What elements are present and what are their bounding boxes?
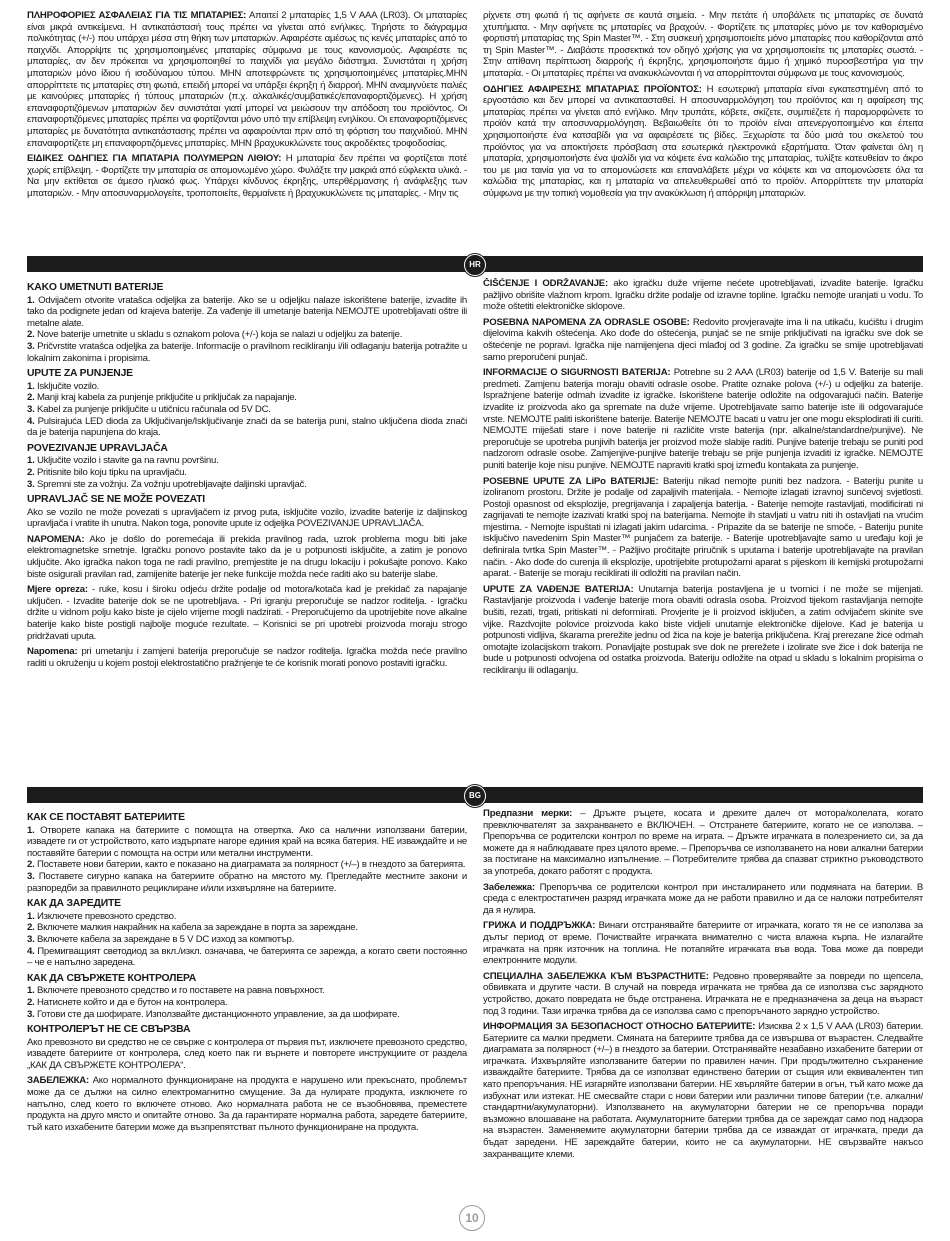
bg-paragraph: ГРИЖА И ПОДДРЪЖКА: Винаги отстранявайте батериите от играчката, когато тя не се използва за дълъг период от време. Почиствайте играчката внимателно с чиста влажна кърпа. Не излагайте играчката на пряк източник на топлина. Не потапяйте играчката във вода. Това може да повреди електронните модули. (483, 920, 923, 967)
hr-step: 4. Pulsirajuća LED dioda za Uključivanje/Isključivanje znači da se baterija puni, stalno uključena dioda znači da je baterija napunjena do kraja. (27, 415, 467, 439)
hr-step: 1. Uključite vozilo i stavite ga na ravnu površinu. (27, 455, 219, 467)
hr-paragraph: POSEBNE UPUTE ZA LiPo BATERIJE: Bateriju nikad nemojte puniti bez nadzora. - Bateriju punite u izoliranom prostoru. Držite je podalje od zapaljivih materijala. - Nemojte izlagati izravnoj sunčevoj svjetlosti. Postoji opasnost od eksplozije, pregrijavanja i zapaljenja baterija. - Baterije nemojte rastavljati, modificirati ni zagrijavati te nemojte izazivati kratki spoj na baterijama. Nemojte ih stavljati u vatru niti ih ostavljati na vrućim mjestima. - Nemojte ispuštati ni izlagati jakim udarcima. - Pripazite da se baterije ne smoče. - Bateriju punite isključivo navedenim Spin Master™ punjačem za baterije. - Baterije upotrebljavajte samo u uređaju koji je definirala tvrtka Spin Master™. - Pažljivo pročitajte priručnik s uputama i baterije upotrebljavajte na pravilan način. - Ako dođe do curenja ili eksplozije, upotrijebite protupožarni aparat s pijeskom ili kemijski protupožarni aparat. - Baterije se moraju reciklirati ili odložiti na pravilan način. (483, 475, 923, 580)
hr-step: 3. Pričvrstite vratašca odjeljka za baterije. Informacije o pravilnom recikliranju i/ili odlaganju baterija potražite u lokalnim zakonima i propisima. (27, 340, 467, 364)
hr-step: 1. Odvijačem otvorite vratašca odjeljka za baterije. Ako se u odjeljku nalaze iskorištene baterije, izvadite ih tako da podignete jedan od krajeva baterije. Za vađenje ili umetanje baterija NEMOJTE upotrebljavati oštre ili metalne alate. (27, 294, 467, 329)
section-croatian (27, 278, 923, 778)
hr-section-divider (27, 256, 923, 272)
hr-heading-charging: UPUTE ZA PUNJENJE (27, 368, 133, 380)
bg-paragraph: Ако превозното ви средство не се свърже с контролера от първия път, изключете превозното средство, извадете батериите от контролера, след което пак ги върнете и повторете инструкциите от раздела „КАК ДА СВЪРЖЕТЕ КОНТРОЛЕРА“. (27, 1036, 467, 1071)
bg-paragraph: СПЕЦИАЛНА ЗАБЕЛЕЖКА КЪМ ВЪЗРАСТНИТЕ: Редовно проверявайте за повреди по щепсела, обвивката и другите части. В случай на повреда играчката не трябва да се използва със зарядното устройство, докато повредата не бъде отстранена. Играчката не е предназначена за деца на възраст под 3 години. Тази играчка трябва да се използва само с препоръчаното зарядно устройство. (483, 970, 923, 1017)
greek-lipo-continued: ρίχνετε στη φωτιά ή τις αφήνετε σε καυτά σημεία. - Μην πετάτε ή υποβάλετε τις μπαταρίες σε δυνατά χτυπήματα. - Μην αφήνετε τις μπαταρίες να βραχούν. - Φορτίζετε τις μπαταρίες μόνο με τον καθορισμένο φορτιστή μπαταρίας της Spin Master™. - Στη συσκευή χρησιμοποιείτε μόνο μπαταρίες που καθορίζονται από τη Spin Master™. - Διαβάστε προσεκτικά τον οδηγό χρήσης για να χρησιμοποιείτε τις μπαταρίες σωστά. - Στην απίθανη περίπτωση διαρροής ή έκρηξης, χρησιμοποιήστε άμμο ή χημικό πυροσβεστήρα για την μπαταρία. - Οι μπαταρίες πρέπει να ανακυκλώνονται ή να απορρίπτονται σύμφωνα με τους κανονισμούς. (483, 10, 923, 79)
hr-step: 3. Kabel za punjenje priključite u utičnicu računala od 5V DC. (27, 403, 271, 415)
hr-heading-insert-batteries: KAKO UMETNUTI BATERIJE (27, 282, 164, 293)
hr-step: 2. Pritisnite bilo koju tipku na upravljaču. (27, 466, 187, 478)
bg-language-badge: BG (464, 785, 486, 807)
hr-heading-pairing: POVEZIVANJE UPRAVLJAČA (27, 442, 168, 454)
section-bulgarian (27, 808, 923, 1204)
hr-paragraph: NAPOMENA: Ako je došlo do poremećaja ili prekida pravilnog rada, uzrok problema mogu biti jake elektromagnetske smetnje. Igračku ponovo postavite tako da je u potpunosti isključite, a zatim je ponovo uključite. Ako igračka nakon toga ne radi pravilno, premjestite je na drugu lokaciju i pokušajte ponovo. Kako biste osigurali pravilan rad, zamijenite baterije jer neke funkcije možda neće raditi ako su baterije slabe. (27, 533, 467, 580)
greek-battery-removal: ΟΔΗΓΙΕΣ ΑΦΑΙΡΕΣΗΣ ΜΠΑΤΑΡΙΑΣ ΠΡΟΪΟΝΤΟΣ: Η εσωτερική μπαταρία είναι εγκατεστημένη από το εργοστάσιο και δεν μπορεί να αντικατασταθεί. Η αποσυναρμολόγηση του προϊόντος και η αφαίρεση της μπαταρίας πρέπει να γίνεται από ενήλικο. Μην τρυπάτε, κόβετε, σκίζετε, συμπιέζετε ή παραμορφώνετε το προϊόν κατά την αποσυναρμολόγηση. Βεβαιωθείτε ότι το προϊόν είναι απενεργοποιημένο και έπειτα χρησιμοποιήστε ένα κατσαβίδι για να αφαιρέσετε τις βίδες. Ξεχωρίστε τα δύο μισά του σκελετού του προϊόντος για να αποκτήσετε πρόσβαση στα εσωτερικά ηλεκτρονικά εξαρτήματα. Όταν φαίνεται όλη η μπαταρία, χρησιμοποιήστε ένα ψαλίδι για να κόψετε ένα καλώδιο της μπαταρίας, τυλίξτε κατευθείαν το άκρο του με μια ταινία για να το απομονώσετε και επαναλάβετε μέχρι να κόψετε και να απομονώσετε όλα τα καλώδια της μπαταρίας, και η μπαταρία να απελευθερωθεί από το προϊόν. Απορρίπτετε την μπαταρία σύμφωνα με την τοπική νομοθεσία για την ανακύκλωση ή απόρριψη μπαταριών. (483, 83, 923, 199)
page-number: 10 (459, 1205, 485, 1231)
bg-step: 2. Включете малкия накрайник на кабела за зареждане в порта за зареждане. (27, 922, 358, 934)
hr-step: 3. Spremni ste za vožnju. Za vožnju upotrebljavajte daljinski upravljač. (27, 478, 307, 490)
bg-step: 1. Изключете превозното средство. (27, 910, 177, 922)
bg-paragraph: Забележка: Препоръчва се родителски контрол при инсталирането или подмяната на батерии. В среда с електростатичен разряд играчката може да не работи правилно и да се наложи потребителят да я нулира. (483, 881, 923, 916)
bg-heading-pairing: КАК ДА СВЪРЖЕТЕ КОНТРОЛЕРА (27, 972, 197, 984)
bg-step: 4. Премигващият светодиод за вкл./изкл. означава, че батерията се зарежда, а когато свети постоянно – че е напълно заредена. (27, 945, 467, 969)
greek-lipo-instructions: ΕΙΔΙΚΕΣ ΟΔΗΓΙΕΣ ΓΙΑ ΜΠΑΤΑΡΙΑ ΠΟΛΥΜΕΡΩΝ ΛΙΘΙΟΥ: Η μπαταρία δεν πρέπει να φορτίζεται ποτέ χωρίς επίβλεψη. - Φορτίζετε την μπαταρία σε απομονωμένο χώρο. Φυλάξτε την μακριά από εύφλεκτα υλικά. - Να μην εκτίθεται σε άμεσο ηλιακό φως. Υπάρχει κίνδυνος έκρηξης, υπερθέρμανσης ή ανάφλεξης των μπαταριών. - Μην αποσυναρμολογείτε, τροποποιείτε, θερμαίνετε ή βραχυκυκλώνετε τις μπαταρίες. - Μην τις (27, 153, 467, 199)
hr-language-badge: HR (464, 254, 486, 276)
bg-step: 1. Отворете капака на батериите с помощта на отвертка. Ако са налични използвани батерии, извадете ги от устройството, като издърпате нагоре единия край на всяка батерия. НЕ изваждайте и не поставяйте батерии с помощта на остри или метални инструменти. (27, 824, 467, 859)
bg-heading-not-connecting: КОНТРОЛЕРЪТ НЕ СЕ СВЪРЗВА (27, 1024, 191, 1036)
hr-paragraph: UPUTE ZA VAĐENJE BATERIJA: Unutarnja baterija postavljena je u tvornici i ne može se mijenjati. Rastavljanje proizvoda i vađenje baterije mora obaviti odrasla osoba. Proizvod tijekom rastavljanja nemojte bušiti, rezati, trgati, pritiskati ni deformirati. Provjerite je li proizvod isključen, a zatim odvijačem skinite sve vijke. Razdvojite polovice proizvoda kako biste vidjeli unutarnje elektroničke dijelove. Kad je baterija u potpunosti vidljiva, škarama prerežite jednu od žica na koje je baterija priključena. Kraj prerezane žice odmah omotajte izolacijskom trakom. Ponavljajte postupak sve dok ne prerežete i izolirate sve žice i dok baterija ne bude u potpunosti odvojena od ostatka proizvoda. Bateriju odložite na otpad u skladu s lokalnim propisima o recikliranju ili odlaganju. (483, 583, 923, 676)
bg-step: 3. Готови сте да шофирате. Използвайте дистанционното управление, за да шофирате. (27, 1008, 400, 1020)
hr-paragraph: POSEBNA NAPOMENA ZA ODRASLE OSOBE: Redovito provjeravajte ima li na utikaču, kućištu i drugim dijelovima kakvih oštećenja. Ako dođe do oštećenja, punjač se ne smije priključivati na igračku sve dok se oštećenje ne popravi. Igračka nije namijenjena djeci mlađoj od 3 godine. Za igračku se smije upotrebljavati samo preporučeni punjač. (483, 316, 923, 363)
greek-right-column (483, 10, 923, 204)
section-greek (27, 10, 923, 250)
bg-heading-insert-batteries: КАК СЕ ПОСТАВЯТ БАТЕРИИТЕ (27, 812, 185, 823)
bg-step: 2. Поставете нови батерии, както е показано на диаграмата за полярност (+/–) в гнездото за батерията. (27, 859, 466, 871)
bg-step: 3. Поставете сигурно капака на батериите обратно на мястото му. Прегледайте местните закони и разпоредби за правилното рециклиране и/или изхвърляне на батериите. (27, 870, 467, 894)
greek-battery-safety: ΠΛΗΡΟΦΟΡΙΕΣ ΑΣΦΑΛΕΙΑΣ ΓΙΑ ΤΙΣ ΜΠΑΤΑΡΙΕΣ: Απαιτεί 2 μπαταρίες 1,5 V AAA (LR03). Οι μπαταρίες είναι μικρά αντικείμενα. Η αντικατάστασή τους πρέπει να γίνεται από ενήλικες. Τηρήστε το διάγραμμα πολικότητας (+/-) που υπάρχει μέσα στη θήκη των μπαταριών. Αφαιρέστε αμέσως τις κενές μπαταρίες από το παιχνίδι. Απορρίψτε τις χρησιμοποιημένες μπαταρίες σύμφωνα με τους κανονισμούς. Αφαιρέστε τις μπαταρίες, αν δεν πρόκειται να χρησιμοποιηθεί το παιχνίδι για μεγάλο διάστημα. Συνιστάται η χρήση μπαταριών μόνο ίδιου ή ισοδύναμου τύπου. ΜΗΝ αποτεφρώνετε τις χρησιμοποιημένες μπαταρίες.ΜΗΝ απορρίπτετε τις μπαταρίες στη φωτιά, επειδή μπορεί να υπάρξει έκρηξη ή διαρροή. ΜΗΝ αναμιγνύετε παλιές με καινούριες μπαταρίες ή τύπους μπαταριών (π.χ. αλκαλικές/συμβατικές/επαναφορτιζόμενες). Η χρήση επαναφορτιζόμενων μπαταριών δεν συνιστάται γιατί μπορεί να μειώσουν την απόδοση του προϊόντος. Οι επαναφορτιζόμενες μπαταρίες πρέπει να φορτίζονται μόνο υπό την επίβλεψη ενηλίκου. Οι επαναφορτιζόμενες μπαταρίες με δυνατότητα αντικατάστασης πρέπει να αφαιρούνται πριν από τη φόρτιση του παιχνιδιού. ΜΗΝ επαναφορτίζετε μη επαναφορτιζόμενες μπαταρίες. ΜΗΝ βραχυκυκλώνετε τους ακροδέκτες τροφοδοσίας. (27, 10, 468, 149)
bg-section-divider (27, 787, 923, 803)
hr-paragraph: ČIŠĆENJE I ODRŽAVANJE: ako igračku duže vrijeme nećete upotrebljavati, izvadite baterije. Igračku pažljivo obrišite vlažnom krpom. Igračku držite podalje od izravne topline. Igračku nemojte uranjati u vodu. To može oštetiti elektroničke sklopove. (483, 278, 923, 313)
hr-left-column (27, 278, 467, 673)
hr-paragraph: INFORMACIJE O SIGURNOSTI BATERIJA: Potrebne su 2 AAA (LR03) baterije od 1,5 V. Baterije su mali predmeti. Zamjenu baterija moraju obaviti odrasle osobe. Pratite oznake polova (+/-) u odjeljku za baterije. Ispražnjene baterije odmah izvadite iz igračke. Iskorištene baterije odložite na odgovarajući način. Baterije izvadite iz proizvoda ako ga spremate na duže vrijeme. Upotrebljavate samo baterije iste ili odgovarajuće vrste. NEMOJTE paliti iskorištene baterije. Baterije NEMOJTE bacati u vatru jer one mogu eksplodirati ili curiti. NEMOJTE miješati stare i nove baterije ni različite vrste baterija (npr. alkalne/standardne/punjive). Ne preporučuje se upotreba punjivih baterija jer proizvod može slabije raditi. Punjive baterije trebaju se puniti pod nadzorom odrasle osobe. Zamjenjive-punjive baterije trebaju se prije punjenja izvaditi iz igračke. NEMOJTE puniti baterije koje nisu punjive. NEMOJTE napraviti kratki spoj između kontakata za punjenje. (483, 367, 923, 471)
hr-right-column (483, 278, 923, 681)
hr-heading-not-connecting: UPRAVLJAČ SE NE MOŽE POVEZATI (27, 494, 205, 506)
greek-left-column (27, 10, 467, 204)
bg-paragraph: ЗАБЕЛЕЖКА: Ако нормалното функциониране на продукта е нарушено или прекъснато, проблемът може да се дължи на силно електромагнитно смущение. За да нулирате продукта, изключете го напълно, след което го включете отново. Ако нормалната работа не се възобновява, преместете продукта на друго място и опитайте отново. За да гарантирате нормална работа, заредете батериите, тъй като изхабените батерии може да възпрепятстват пълното функциониране на продукта. (27, 1075, 467, 1133)
hr-paragraph: Mjere opreza: - ruke, kosu i široku odjeću držite podalje od motora/kotača kad je prekidač za napajanje uključen. - Izvadite baterije dok se ne upotrebljava. - Pri igranju preporučuje se nadzor roditelja. - Igračku držite u vidnom polju kako biste je cijelo vrijeme mogli nadzirati. - Preporučujemo da upotrijebite nove alkalne baterije kako biste postigli najbolje moguće rezultate. – Korisnici se pri upotrebi proizvoda moraju strogo pridržavati uputa. (27, 584, 468, 642)
bg-step: 3. Включете кабела за зареждане в 5 V DC изход за компютър. (27, 933, 295, 945)
hr-step: 2. Manji kraj kabela za punjenje priključite u priključak za napajanje. (27, 392, 297, 404)
hr-step: 2. Nove baterije umetnite u skladu s oznakom polova (+/-) koja se nalazi u odjeljku za baterije. (27, 329, 403, 341)
hr-paragraph: Napomena: pri umetanju i zamjeni baterija preporučuje se nadzor roditelja. Igračka možda neće pravilno raditi u okruženju u kojem postoji elektrostatično pražnjenje te će korisnik morati ponovo postaviti igračku. (27, 646, 467, 669)
bg-right-column (483, 808, 923, 1164)
bg-paragraph: Предпазни мерки: – Дръжте ръцете, косата и дрехите далеч от мотора/колелата, когато превключвателят за захранването е ВКЛЮЧЕН. – Отстранете батериите, когато не се използва. – Препоръчва се родителски контрол по време на играта. – Дръжте играчката в полезрението си, за да можете да я наблюдавате през цялото време. – Препоръчва се използването на нови алкални батерии за постигане на максимално изпълнение. – Потребителите трябва да спазват стриктно ръководството за употреба, докато работят с продукта. (483, 808, 923, 877)
bg-left-column (27, 808, 467, 1137)
bg-paragraph: ИНФОРМАЦИЯ ЗА БЕЗОПАСНОСТ ОТНОСНО БАТЕРИИТЕ: Изисква 2 x 1,5 V AAA (LR03) батерии. Батериите са малки предмети. Смяната на батериите трябва да се извършва от възрастен. Следвайте диаграмата за полярност (+/–) в гнездото за батерии. Отстранявайте незабавно изхабените батерии от играчката. Изхвърляйте използваните батерии по правилен начин. При продължително съхранение изваждайте батериите. Трябва да се използват единствено батерии от същия или еквивалентен тип като препоръчания. НЕ изгаряйте използвани батерии. НЕ хвърляйте батерии в огън, тъй като може да избухнат или изтекат. НЕ смесвайте стари с нови батерии или различни типове батерии (т.е. алкални/стандартни/акумулаторни). Използването на акумулаторни батерии не се препоръчва поради възможно влошаване на работата. Акумулаторните батерии трябва да се зареждат само под надзора на възрастен. Заменяемите акумулаторни батерии трябва да се изваждат от играчката, преди да бъдат заредени. НЕ зареждайте батерии, които не са акумулаторни. НЕ свързвайте накъсо захранващите клеми. (483, 1021, 923, 1160)
hr-paragraph: Ako se vozilo ne može povezati s upravljačem iz prvog puta, isključite vozilo, izvadite baterije iz daljinskog upravljača i vratite ih unutra. Nakon toga, ponovite upute iz odjeljka POVEZIVANJE UPRAVLJAČA. (27, 506, 467, 530)
bg-heading-charging: КАК ДА ЗАРЕДИТЕ (27, 898, 121, 910)
hr-step: 1. Isključite vozilo. (27, 380, 100, 392)
bg-step: 1. Включете превозното средство и го поставете на равна повърхност. (27, 985, 325, 997)
bg-step: 2. Натиснете който и да е бутон на контролера. (27, 996, 228, 1008)
